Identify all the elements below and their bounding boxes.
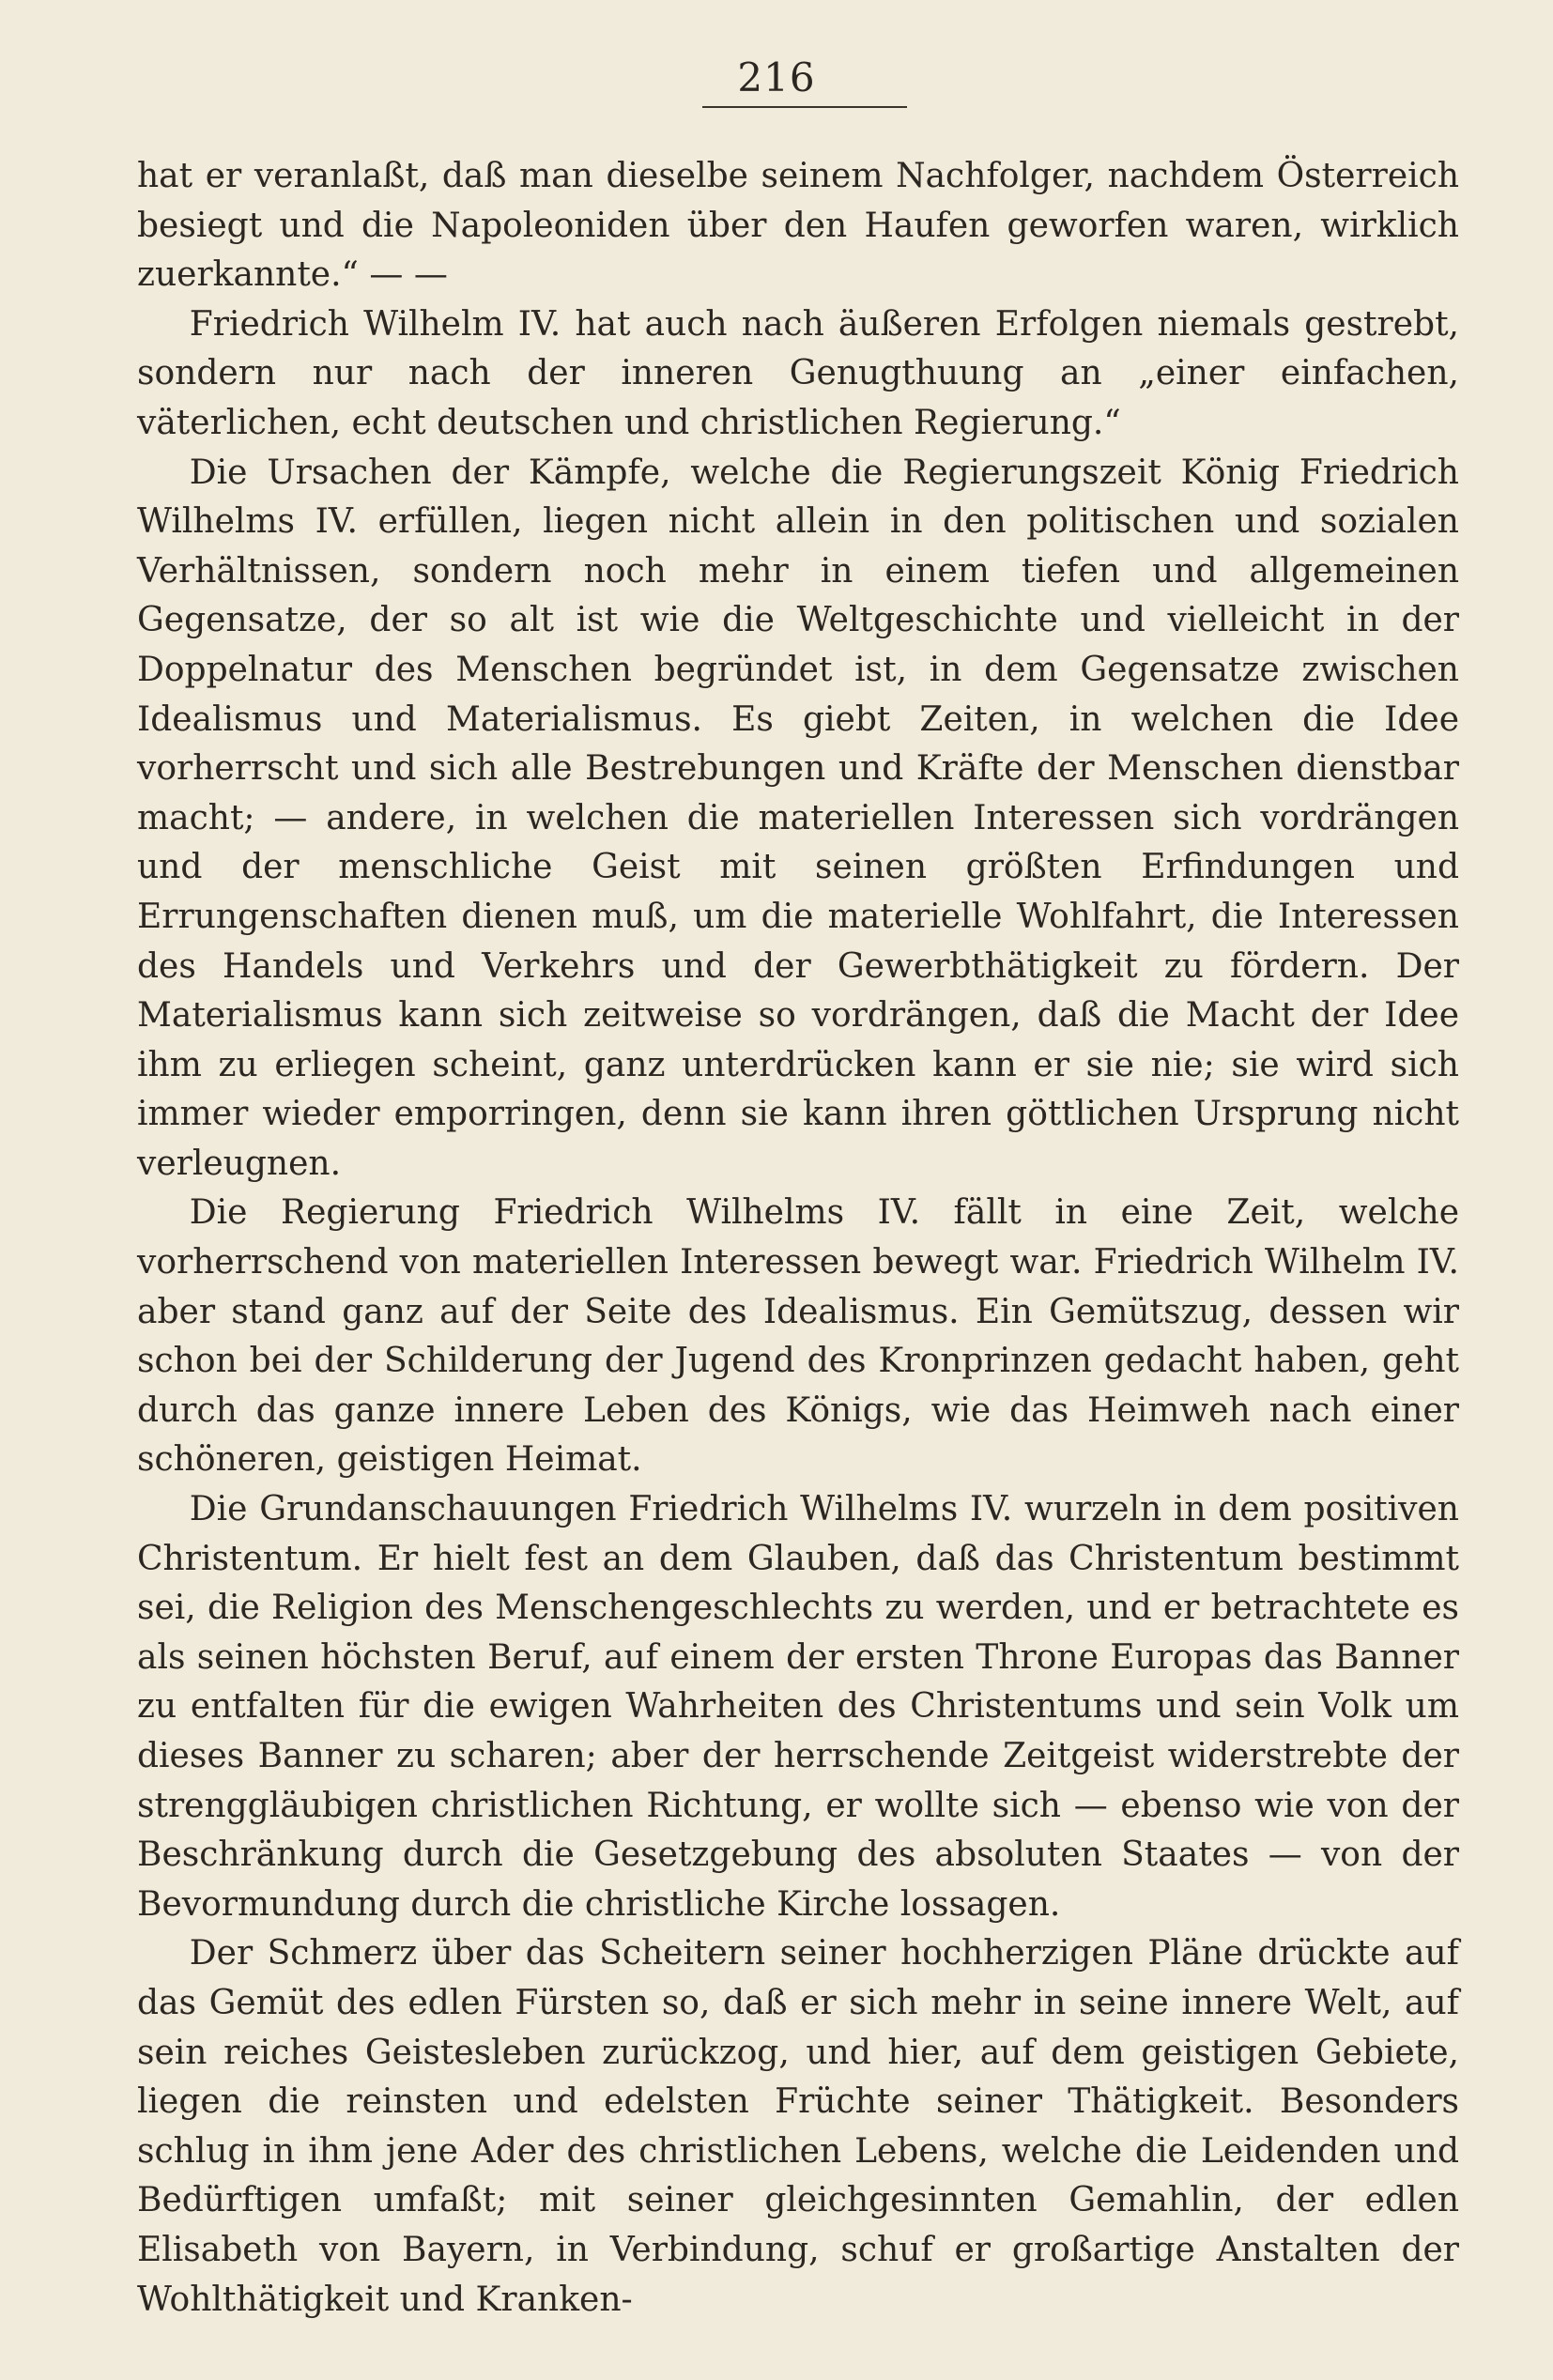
paragraph-charity: Der Schmerz über das Scheitern seiner hochherzigen Pläne drückte auf das Gemüt des edlen Fürsten so, daß er sich mehr in seine innere Welt, auf sein reiches Geistesleben zurückzog, und hier, auf dem geistigen Gebiete, liegen die reinsten und edelsten Früchte seiner Thätigkeit. Besonders schlug in ihm jene Ader des christlichen Lebens, welche die Leidenden und Bedürftigen umfaßt; mit seiner gleichgesinnten Gemahlin, der edlen Elisabeth von Bayern, in Verbindung, schuf er großartige Anstalten der Wohlthätigkeit und Kranken- [137, 1934, 1459, 2319]
paragraph-goals: Friedrich Wilhelm IV. hat auch nach äußeren Erfolgen niemals gestrebt, sondern nur nach der inneren Genugthuung an „einer einfachen, väterlichen, echt deutschen und christlichen Regierung.“ [137, 304, 1459, 442]
paragraph-christianity: Die Grundanschauungen Friedrich Wilhelms IV. wurzeln in dem positiven Christentum. Er hielt fest an dem Glauben, daß das Christentum bestimmt sei, die Religion des Menschengeschlechts zu werden, und er betrachtete es als seinen höchsten Beruf, auf einem der ersten Throne Europas das Banner zu entfalten für die ewigen Wahrheiten des Christentums und sein Volk um dieses Banner zu scharen; aber der herrschende Zeitgeist widerstrebte der strenggläubigen christlichen Richtung, er wollte sich — ebenso wie von der Beschränkung durch die Gesetzgebung des absoluten Staates — von der Bevormundung durch die christliche Kirche lossagen. [137, 1490, 1459, 1924]
body-text [137, 152, 1459, 2325]
page-number: 216 [737, 54, 816, 100]
paragraph-reign: Die Regierung Friedrich Wilhelms IV. fällt in eine Zeit, welche vorherrschend von materiellen Interessen bewegt war. Friedrich Wilhelm IV. aber stand ganz auf der Seite des Idealismus. Ein Gemütszug, dessen wir schon bei der Schilderung der Jugend des Kronprinzen gedacht haben, geht durch das ganze innere Leben des Königs, wie das Heimweh nach einer schöneren, geistigen Heimat. [137, 1193, 1459, 1480]
paragraph-causes: Die Ursachen der Kämpfe, welche die Regierungszeit König Friedrich Wilhelms IV. erfüllen, liegen nicht allein in den politischen und sozialen Verhältnissen, sondern noch mehr in einem tiefen und allgemeinen Gegensatze, der so alt ist wie die Weltgeschichte und vielleicht in der Doppelnatur des Menschen begründet ist, in dem Gegensatze zwischen Idealismus und Materialismus. Es giebt Zeiten, in welchen die Idee vorherrscht und sich alle Bestrebungen und Kräfte der Menschen dienstbar macht; — andere, in welchen die materiellen Interessen sich vordrängen und der menschliche Geist mit seinen größten Erfindungen und Errungenschaften dienen muß, um die materielle Wohlfahrt, die Interessen des Handels und Verkehrs und der Gewerbthätigkeit zu fördern. Der Materialismus kann sich zeitweise so vordrängen, daß die Macht der Idee ihm zu erliegen scheint, ganz unterdrücken kann er sie nie; sie wird sich immer wieder emporringen, denn sie kann ihren göttlichen Ursprung nicht verleugnen. [137, 453, 1459, 1183]
paragraph-continuation: hat er veranlaßt, daß man dieselbe seinem Nachfolger, nachdem Österreich besiegt und die Napoleoniden über den Haufen geworfen waren, wirklich zuerkannte.“ — — [137, 157, 1459, 295]
header-rule [702, 106, 907, 108]
